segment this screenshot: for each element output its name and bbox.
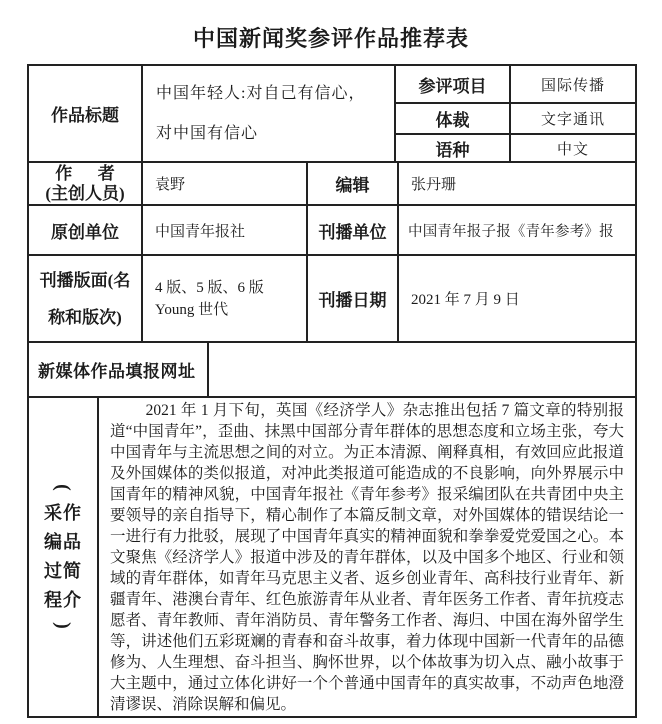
publish-unit-value: 中国青年报子报《青年参考》报 — [408, 223, 614, 240]
entry-item-value: 国际传播 — [540, 77, 605, 94]
row-new-media-url — [29, 343, 635, 398]
row-units — [29, 206, 635, 256]
layout-label-line2: 称和版次) — [48, 307, 122, 327]
intro-label-paren-top: ( — [51, 484, 74, 492]
editor-value: 张丹珊 — [411, 177, 457, 193]
publish-unit-label: 刊播单位 — [308, 206, 399, 254]
entry-meta-subtable — [396, 66, 635, 161]
intro-label-row-4: 程介 — [44, 590, 82, 610]
intro-label-paren-bottom: ) — [51, 622, 74, 630]
genre-label: 体裁 — [396, 104, 511, 133]
layout-value: 4 版、5 版、6 版 Young 世代 — [143, 256, 308, 341]
row-work-title — [29, 66, 635, 163]
row-author-editor — [29, 163, 635, 206]
original-unit-value: 中国青年报社 — [143, 206, 308, 254]
recommendation-form-table — [27, 64, 637, 718]
author-label-line1: 作 者 — [55, 163, 115, 183]
genre-row — [396, 104, 635, 135]
language-value: 中文 — [556, 141, 589, 158]
author-label-line2: (主创人员) — [45, 183, 125, 203]
original-unit-label: 原创单位 — [29, 206, 143, 254]
entry-item-label: 参评项目 — [396, 66, 511, 102]
layout-label — [29, 256, 143, 341]
layout-label-line1: 刊播版面(名 — [39, 270, 131, 290]
author-label — [29, 163, 143, 204]
language-label: 语种 — [396, 135, 511, 161]
genre-value: 文字通讯 — [540, 112, 605, 128]
new-media-url-label: 新媒体作品填报网址 — [29, 343, 209, 396]
work-title-value: 中国年轻人:对自己有信心，对中国有信心 — [143, 66, 396, 161]
doc-title: 中国新闻奖参评作品推荐表 — [192, 26, 469, 51]
author-value: 袁野 — [143, 163, 308, 204]
publish-date-label: 刊播日期 — [308, 256, 399, 341]
editor-label: 编辑 — [308, 163, 399, 204]
publish-date-value: 2021 年 7 月 9 日 — [411, 292, 520, 308]
intro-vertical-label — [29, 398, 99, 716]
entry-item-row — [396, 66, 635, 104]
new-media-url-value — [209, 343, 635, 396]
work-title-label: 作品标题 — [29, 66, 143, 161]
intro-text-cell — [99, 398, 635, 716]
intro-label-row-2: 编品 — [44, 532, 82, 552]
intro-label-row-3: 过简 — [44, 561, 82, 581]
row-layout-date — [29, 256, 635, 343]
intro-label-row-1: 采作 — [44, 503, 82, 523]
row-intro — [29, 398, 635, 716]
intro-text: 2021 年 1 月下旬，英国《经济学人》杂志推出包括 7 篇文章的特别报道“中国青年”，歪曲、抹黑中国部分青年群体的思想态度和立场主张，夸大中国青年与主流思想之间的对立。为正本清源、阐释真相，有效回应此报道及外国媒体的类似报道，对冲此类报道可能造成的不良影响，向外界展示中国青年的精神风貌，中国青年报社《青年参考》报采编团队在共青团中央主要领导的亲自指导下，精心制作了本篇反制文章，对外国媒体的错误结论一一进行有力批驳，展现了中国青年真实的精神面貌和拳拳爱党爱国之心。本文聚焦《经济学人》报道中涉及的青年群体，以及中国多个地区、行业和领域的青年群体，如青年马克思主义者、返乡创业青年、高科技行业青年、新疆青年、港澳台青年、红色旅游青年从业者、青年医务工作者、青年抗疫志愿者、青年教师、青年消防员、青年警务工作者、海归、中国在海外留学生等，讲述他们五彩斑斓的青春和奋斗故事，着力体现中国新一代青年的品德修为、人生理想、奋斗担当、胸怀世界，以个体故事为切入点、融小故事于大主题中，通过立体化讲好一个个普通中国青年的真实故事，不动声色地澄清谬误、消除误解和偏见。 — [110, 402, 624, 713]
language-row — [396, 135, 635, 161]
